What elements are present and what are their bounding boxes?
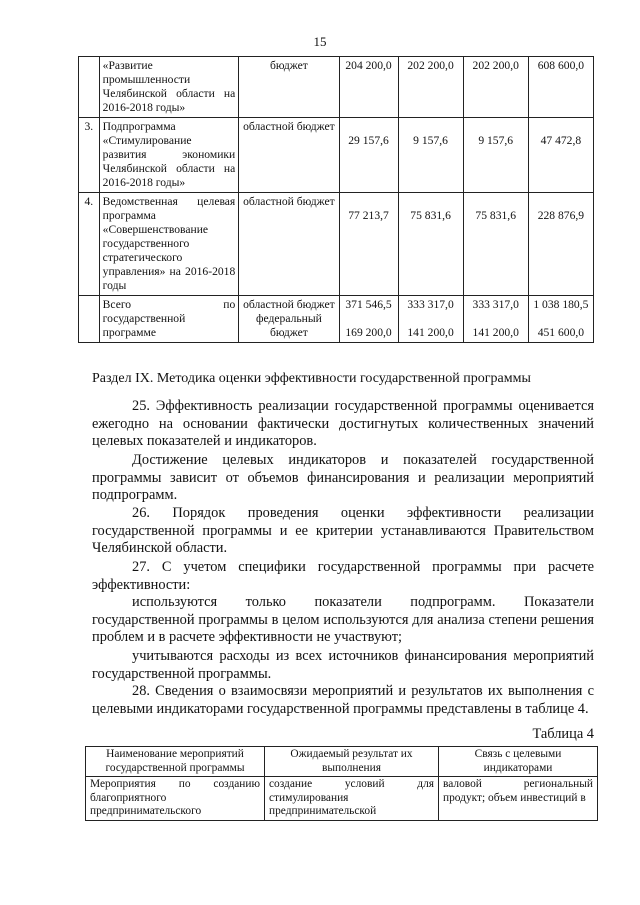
value-2017: 9 157,6 — [413, 134, 448, 147]
table-header-row — [86, 747, 598, 777]
total-label-a: Всего — [102, 298, 132, 311]
value-2017: 333 317,0 — [407, 298, 454, 311]
value-2016: 204 200,0 — [345, 59, 392, 72]
paragraph-25b: Достижение целевых индикаторов и показателей государственной программы зависит от объемов финансирования и реализации мероприятий подпрограмм. — [92, 452, 594, 503]
program-name: «Развитие промышленности Челябинской области на 2016-2018 годы» — [99, 57, 239, 118]
row-number — [79, 57, 100, 118]
value-2016: 29 157,6 — [348, 134, 389, 147]
column-header: Связь с целевыми индикаторами — [439, 747, 598, 777]
paragraph-27: 27. С учетом специфики государственной программы при расчете эффективности: — [92, 559, 594, 593]
value-2017: 202 200,0 — [407, 59, 454, 72]
paragraph-28: 28. Сведения о взаимосвязи мероприятий и результатов их выполнения с целевыми индикаторами государственной программы представлены в таблице 4. — [92, 683, 594, 717]
program-name: Подпрограмма «Стимулирование развития экономики Челябинской области на 2016-2018 годы» — [99, 118, 239, 193]
value-total: 1 038 180,5 — [533, 298, 589, 311]
paragraph-25: 25. Эффективность реализации государственной программы оценивается ежегодно на основании фактически достигнутых количественных значений целевых показателей и индикаторов. — [92, 398, 594, 449]
program-name: Ведомственная целевая программа «Совершенствование государственного стратегического управления» на 2016-2018 годы — [99, 193, 239, 296]
funding-source: бюджет — [239, 57, 339, 118]
table-row — [79, 118, 594, 193]
funding-source-regional: областной бюджет — [243, 298, 335, 311]
value-2016-federal: 169 200,0 — [345, 326, 392, 339]
table-row — [79, 193, 594, 296]
total-label-b: по — [223, 298, 236, 311]
page-number: 15 — [313, 34, 327, 49]
value-2017: 75 831,6 — [410, 209, 451, 222]
funding-source: областной бюджет — [239, 193, 339, 296]
table-cell: Мероприятия по созданию благоприятного предпринимательского — [86, 777, 265, 821]
value-2018: 9 157,6 — [478, 134, 514, 147]
table-cell: создание условий для стимулирования предпринимательской — [265, 777, 439, 821]
value-total: 47 472,8 — [540, 134, 582, 147]
value-total: 608 600,0 — [537, 59, 585, 72]
column-header: Ожидаемый результат их выполнения — [265, 747, 439, 777]
value-2018: 202 200,0 — [472, 59, 519, 72]
value-total: 228 876,9 — [537, 209, 585, 222]
table-4 — [85, 746, 598, 821]
row-number: 4. — [79, 193, 100, 296]
value-2016: 371 546,5 — [345, 298, 392, 311]
table-caption: Таблица 4 — [532, 726, 594, 742]
value-2016: 77 213,7 — [348, 209, 389, 222]
budget-table — [78, 56, 594, 343]
table-row — [86, 777, 598, 821]
funding-source: областной бюджет — [239, 118, 339, 193]
value-2017-federal: 141 200,0 — [407, 326, 454, 339]
value-2018: 75 831,6 — [475, 209, 516, 222]
paragraph-27a: используются только показатели подпрограмм. Показатели государственной программы в целом используются для анализа степени решения проблем и в расчете эффективности не участвуют; — [92, 594, 594, 645]
value-total-federal: 451 600,0 — [537, 326, 585, 339]
total-label-rest: государственной программе — [102, 312, 186, 339]
row-number: 3. — [79, 118, 100, 193]
section-heading: Раздел IX. Методика оценки эффективности государственной программы — [92, 371, 531, 386]
value-2018: 333 317,0 — [472, 298, 519, 311]
total-label — [99, 296, 239, 343]
total-row — [79, 296, 594, 343]
paragraph-26: 26. Порядок проведения оценки эффективности реализации государственной программы и ее критерии устанавливаются Правительством Челябинской области. — [92, 505, 594, 556]
column-header: Наименование мероприятий государственной программы — [86, 747, 265, 777]
table-cell: валовой региональный продукт; объем инвестиций в — [439, 777, 598, 821]
table-row — [79, 57, 594, 118]
paragraph-27b: учитываются расходы из всех источников финансирования мероприятий государственной программы. — [92, 648, 594, 682]
funding-source-federal: федеральный бюджет — [255, 312, 322, 339]
value-2018-federal: 141 200,0 — [472, 326, 519, 339]
